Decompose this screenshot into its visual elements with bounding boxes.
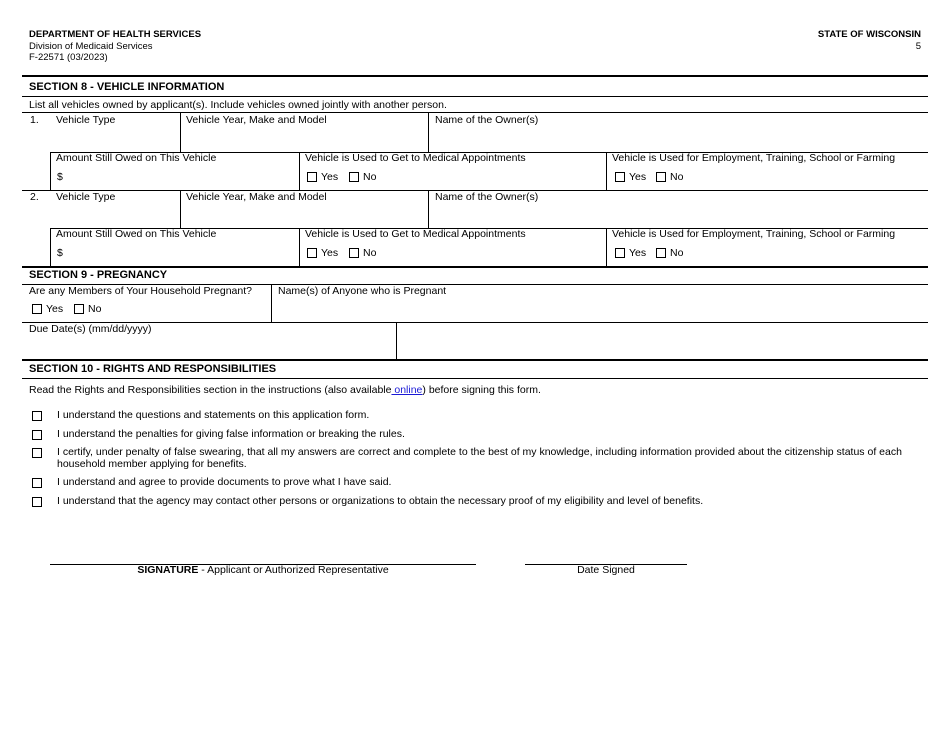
vehicle-1-owner-label: Name of the Owner(s)	[435, 114, 539, 126]
section-10-title-rule	[22, 378, 928, 379]
vehicle-2-divider-b	[428, 190, 429, 228]
vehicle-1-medical-label: Vehicle is Used to Get to Medical Appointments	[305, 152, 526, 164]
acknowledge-4-text: I understand and agree to provide documents to prove what I have said.	[57, 476, 392, 488]
vehicle-2-employment-yes-label: Yes	[629, 247, 647, 259]
vehicle-2-employment-no-checkbox[interactable]	[656, 248, 666, 258]
division-name: Division of Medicaid Services	[29, 40, 153, 52]
vehicle-1-divider-d	[606, 152, 607, 190]
vehicle-2-medical-yes-checkbox[interactable]	[307, 248, 317, 258]
form-header-left	[29, 29, 201, 64]
acknowledge-5-text: I understand that the agency may contact other persons or organizations to obtain the necessary proof of my eligibility and level of benefits.	[57, 495, 704, 507]
section-9-divider-b	[396, 322, 397, 360]
form-header-right	[818, 29, 921, 52]
state-name: STATE OF WISCONSIN	[817, 29, 921, 40]
vehicle-1-currency: $	[57, 171, 63, 183]
acknowledge-3-text: I certify, under penalty of false swearing, that all my answers are correct and complete to the best of my knowledge, including information provided about the citizenship status of each household member applying for benefits.	[57, 446, 902, 470]
date-signed-label: Date Signed	[577, 564, 635, 576]
signature-bold: SIGNATURE	[137, 564, 199, 576]
section-8-instruction: List all vehicles owned by applicant(s). Include vehicles owned jointly with another person.	[29, 99, 447, 111]
vehicle-2-left-divider	[50, 228, 51, 266]
vehicle-2-medical-no-checkbox[interactable]	[349, 248, 359, 258]
online-link[interactable]: online	[391, 384, 423, 396]
vehicle-2-divider-a	[180, 190, 181, 228]
vehicle-1-employment-no-label: No	[670, 171, 684, 183]
acknowledge-1-checkbox[interactable]	[32, 411, 42, 421]
vehicle-2-employment-no-label: No	[670, 247, 684, 259]
vehicle-1-divider-c	[299, 152, 300, 190]
page-number: 5	[915, 40, 921, 52]
acknowledge-4-checkbox[interactable]	[32, 478, 42, 488]
vehicle-1-employment-no-checkbox[interactable]	[656, 172, 666, 182]
acknowledge-3-checkbox[interactable]	[32, 448, 42, 458]
vehicle-2-currency: $	[57, 247, 63, 259]
acknowledge-1-text: I understand the questions and statements on this application form.	[57, 409, 370, 421]
pregnant-question: Are any Members of Your Household Pregnant?	[29, 285, 252, 297]
section-10-title: SECTION 10 - RIGHTS AND RESPONSIBILITIES	[29, 363, 277, 375]
acknowledge-5-checkbox[interactable]	[32, 497, 42, 507]
vehicle-2-medical-yes-label: Yes	[321, 247, 339, 259]
vehicle-2-year-make-model-label: Vehicle Year, Make and Model	[186, 191, 327, 203]
acknowledge-2-checkbox[interactable]	[32, 430, 42, 440]
vehicle-2-divider-d	[606, 228, 607, 266]
vehicle-1-divider-b	[428, 112, 429, 152]
vehicle-1-medical-no-checkbox[interactable]	[349, 172, 359, 182]
vehicle-2-divider-c	[299, 228, 300, 266]
vehicle-2-type-label: Vehicle Type	[56, 191, 116, 203]
vehicle-2-owner-label: Name of the Owner(s)	[435, 191, 539, 203]
form-id: F-22571 (03/2023)	[29, 52, 108, 63]
vehicle-1-employment-yes-label: Yes	[629, 171, 647, 183]
section-8-title-rule	[22, 96, 928, 97]
section-10-intro-after: ) before signing this form.	[422, 384, 541, 396]
vehicle-1-amount-owed-label: Amount Still Owed on This Vehicle	[56, 152, 217, 164]
pregnant-names-label: Name(s) of Anyone who is Pregnant	[278, 285, 447, 297]
vehicle-2-medical-no-label: No	[363, 247, 377, 259]
section-10-top-rule	[22, 359, 928, 361]
section-9-title: SECTION 9 - PREGNANCY	[29, 269, 168, 281]
due-dates-label: Due Date(s) (mm/dd/yyyy)	[29, 323, 152, 335]
section-9-divider-a	[271, 284, 272, 322]
vehicle-1-divider-a	[180, 112, 181, 152]
pregnant-no-checkbox[interactable]	[74, 304, 84, 314]
vehicle-1-left-divider	[50, 152, 51, 190]
pregnant-yes-checkbox[interactable]	[32, 304, 42, 314]
section-9-top-rule	[22, 266, 928, 268]
signature-caption	[50, 564, 476, 576]
section-10-intro	[29, 384, 541, 396]
department-name: DEPARTMENT OF HEALTH SERVICES	[29, 29, 202, 40]
vehicle-1-employment-label: Vehicle is Used for Employment, Training, School or Farming	[612, 152, 896, 164]
vehicle-1-medical-yes-checkbox[interactable]	[307, 172, 317, 182]
vehicle-1-medical-yes-label: Yes	[321, 171, 339, 183]
section-8-top-rule	[22, 75, 928, 77]
vehicle-1-medical-no-label: No	[363, 171, 377, 183]
acknowledge-2-text: I understand the penalties for giving false information or breaking the rules.	[57, 428, 405, 440]
signature-rest: - Applicant or Authorized Representative	[198, 564, 389, 576]
vehicle-1-year-make-model-label: Vehicle Year, Make and Model	[186, 114, 327, 126]
vehicle-2-amount-owed-label: Amount Still Owed on This Vehicle	[56, 228, 217, 240]
pregnant-yes-label: Yes	[46, 303, 64, 315]
section-8-title: SECTION 8 - VEHICLE INFORMATION	[29, 81, 225, 93]
vehicle-2-medical-label: Vehicle is Used to Get to Medical Appointments	[305, 228, 526, 240]
vehicle-1-employment-yes-checkbox[interactable]	[615, 172, 625, 182]
vehicle-2-employment-label: Vehicle is Used for Employment, Training, School or Farming	[612, 228, 896, 240]
vehicle-2-number: 2.	[30, 191, 39, 203]
vehicle-2-employment-yes-checkbox[interactable]	[615, 248, 625, 258]
section-9-mid-rule	[22, 322, 928, 323]
section-10-intro-before: Read the Rights and Responsibilities section in the instructions (also available	[29, 384, 392, 396]
vehicle-1-type-label: Vehicle Type	[56, 114, 116, 126]
pregnant-no-label: No	[88, 303, 102, 315]
vehicle-1-number: 1.	[30, 114, 39, 126]
vehicle-1-top-rule	[22, 112, 928, 113]
